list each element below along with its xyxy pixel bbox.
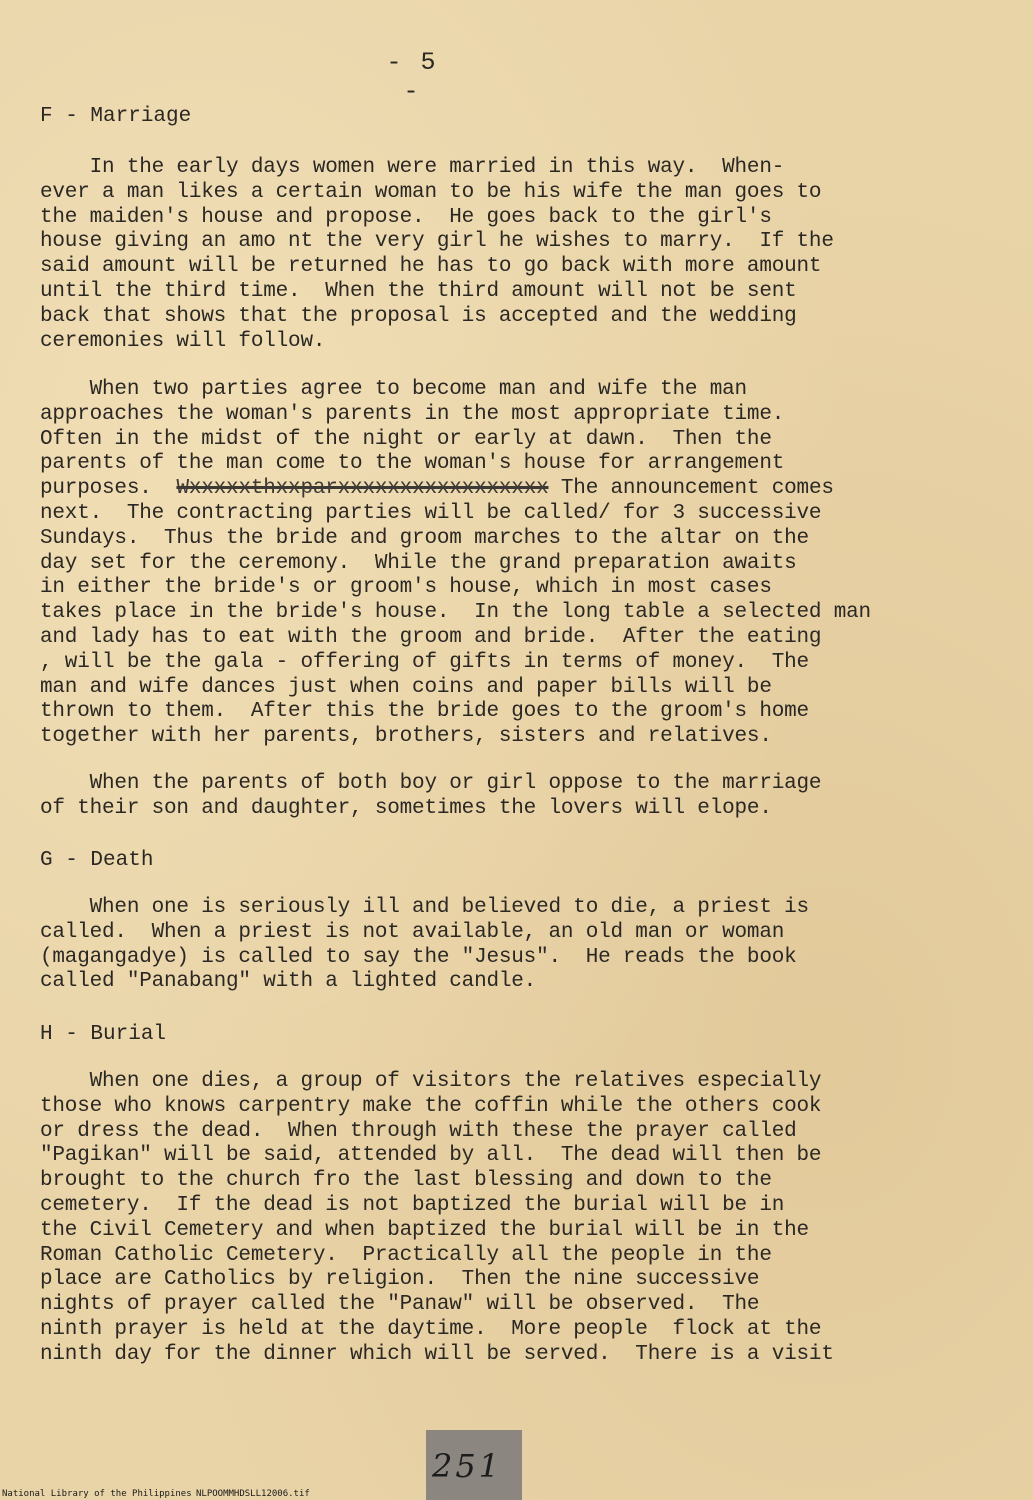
section-heading-burial: H - Burial [40,1023,167,1046]
text-line: When one dies, a group of visitors the relatives especially [40,1070,822,1093]
text-line: thrown to them. After this the bride goes to the groom's home [40,700,809,724]
text-line: back that shows that the proposal is accepted and the wedding [40,304,797,328]
text-line: "Pagikan" will be said, attended by all. The dead will then be [40,1144,822,1168]
text-line: those who knows carpentry make the coffin while the others cook [40,1094,822,1118]
handwritten-page-number: 251 [432,1447,503,1485]
footer-file-id: NLPOOMMHDSLL12006.tif [196,1489,310,1499]
marriage-paragraph-1 [40,156,1030,354]
text-line: said amount will be returned he has to go back with more amount [40,255,822,279]
page-number: - 5 - [386,48,438,106]
text-line-with-strikeout [40,477,1030,502]
text-line: (magangadye) is called to say the "Jesus". He reads the book [40,945,797,969]
text-line: ceremonies will follow. [40,329,326,353]
text-line: the maiden's house and propose. He goes back to the girl's [40,205,772,229]
marriage-paragraph-3 [40,772,1030,822]
text-line: cemetery. If the dead is not baptized the burial will be in [40,1193,785,1217]
section-heading-marriage: F - Marriage [40,105,192,128]
burial-paragraph [40,1070,1030,1368]
section-heading-death: G - Death [40,849,154,872]
text-line: Sundays. Thus the bride and groom marches to the altar on the [40,526,809,550]
death-paragraph [40,896,1030,995]
text-line: Often in the midst of the night or early at dawn. Then the [40,427,772,451]
marriage-paragraph-2 [40,378,1030,750]
text-before-strikeout: purposes. [40,477,177,501]
text-line: the Civil Cemetery and when baptized the burial will be in the [40,1218,809,1242]
text-line: Roman Catholic Cemetery. Practically all the people in the [40,1243,772,1267]
text-after-strikeout: The announcement comes [548,477,834,501]
text-line: In the early days women were married in this way. When- [40,156,785,179]
text-line: brought to the church fro the last blessing and down to the [40,1169,772,1193]
text-line: ninth prayer is held at the daytime. More people flock at the [40,1317,822,1341]
text-line: man and wife dances just when coins and paper bills will be [40,675,772,699]
struck-out-text: Wxxxxxthxxparxxxxxxxxxxxxxxxxx [176,477,549,501]
text-line: When two parties agree to become man and wife the man [40,378,747,401]
text-line: ninth day for the dinner which will be served. There is a visit [40,1342,834,1366]
text-line: When the parents of both boy or girl oppose to the marriage [40,772,822,795]
text-line: parents of the man come to the woman's house for arrangement [40,452,785,476]
text-line: takes place in the bride's house. In the long table a selected man [40,601,871,625]
text-line: or dress the dead. When through with these the prayer called [40,1119,797,1143]
text-line: , will be the gala - offering of gifts in terms of money. The [40,650,809,674]
text-line: until the third time. When the third amount will not be sent [40,279,797,303]
text-line: called "Panabang" with a lighted candle. [40,970,537,994]
text-line: place are Catholics by religion. Then the nine successive [40,1268,760,1292]
text-line: in either the bride's or groom's house, which in most cases [40,576,772,600]
text-line: called. When a priest is not available, an old man or woman [40,920,785,944]
text-line: of their son and daughter, sometimes the lovers will elope. [40,796,772,820]
text-line: and lady has to eat with the groom and bride. After the eating [40,625,822,649]
text-line: house giving an amo nt the very girl he wishes to marry. If the [40,230,834,254]
footer-institution: National Library of the Philippines [2,1489,192,1499]
text-line: approaches the woman's parents in the most appropriate time. [40,402,785,426]
text-line: ever a man likes a certain woman to be his wife the man goes to [40,180,822,204]
text-line: day set for the ceremony. While the grand preparation awaits [40,551,797,575]
text-line: together with her parents, brothers, sisters and relatives. [40,725,772,749]
text-line: When one is seriously ill and believed to die, a priest is [40,896,809,919]
text-line: nights of prayer called the "Panaw" will be observed. The [40,1293,760,1317]
text-line: next. The contracting parties will be called/ for 3 successive [40,501,822,525]
